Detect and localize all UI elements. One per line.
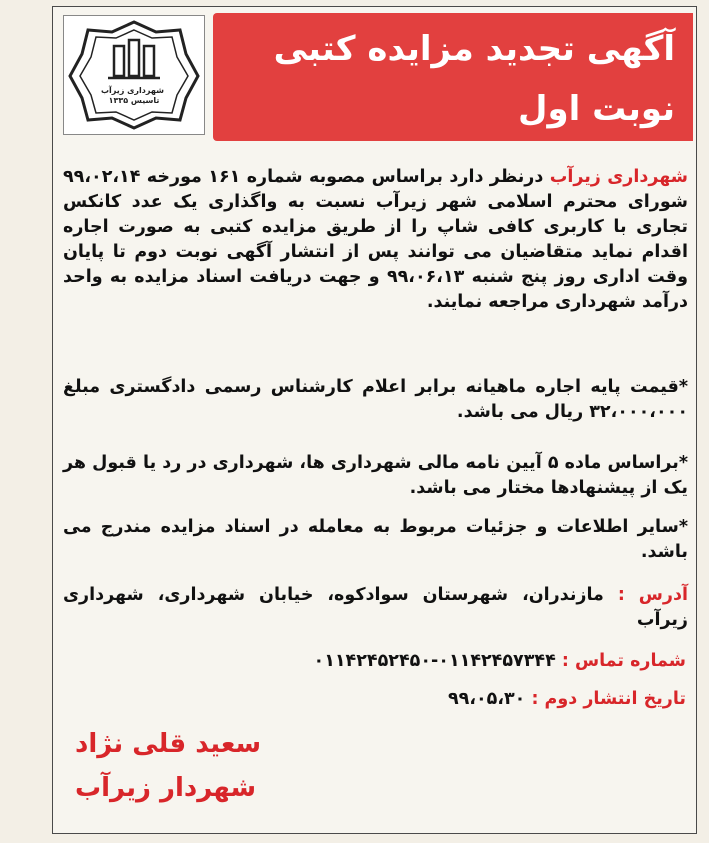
notice-sheet xyxy=(52,6,697,834)
logo-text-founded: تاسیس ۱۳۳۵ xyxy=(108,96,160,105)
intro-text: درنظر دارد براساس مصوبه شماره ۱۶۱ مورخه ۹۹،۰۲،۱۴ شورای محترم اسلامی شهر زیرآب نسبت به واگذاری یک عدد کانکس تجاری با کاربری کافی شاپ را از طریق مزایده کتبی به صورت اجاره اقدام نماید متقاضیان می توانند پس از انتشار آگهی نوبت دوم تا پایان وقت اداری روز پنج شنبه ۹۹،۰۶،۱۳ و جهت دریافت اسناد مزایده به واحد درآمد شهرداری مراجعه نمایند. xyxy=(63,167,689,312)
signatory-title: شهردار زیرآب xyxy=(75,773,257,803)
intro-paragraph xyxy=(63,165,688,315)
publish-date-label: تاریخ انتشار دوم : xyxy=(531,689,686,709)
address-paragraph xyxy=(63,583,688,633)
logo-text-name: شهرداری زیرآب xyxy=(100,86,164,95)
publish-date-value: ۹۹،۰۵،۳۰ xyxy=(447,689,532,709)
municipality-logo xyxy=(63,15,205,135)
phone-value: ۰۱۱۴۲۴۵۷۳۴۴-۰۱۱۴۲۴۵۲۴۵۰ xyxy=(313,651,562,671)
publish-date-row xyxy=(448,689,686,709)
phone-label: شماره تماس : xyxy=(561,651,686,671)
phone-row xyxy=(314,651,686,671)
notice-title: آگهی تجدید مزایده کتبی xyxy=(273,29,675,69)
details-paragraph: *سایر اطلاعات و جزئیات مربوط به معامله در اسناد مزایده مندرج می باشد. xyxy=(63,517,688,562)
signatory-name: سعید قلی نژاد xyxy=(75,729,262,759)
address-label: آدرس : xyxy=(617,585,688,605)
logo-emblem-icon xyxy=(64,16,204,134)
regulation-paragraph: *براساس ماده ۵ آیین نامه مالی شهرداری ها، شهرداری در رد یا قبول هر یک از پیشنهادها مختار می باشد. xyxy=(63,453,688,498)
title-banner xyxy=(213,13,693,141)
base-price-paragraph: *قیمت پایه اجاره ماهیانه برابر اعلام کارشناس رسمی دادگستری مبلغ ۳۲،۰۰۰،۰۰۰ ریال می باشد. xyxy=(63,377,688,422)
municipality-name: شهرداری زیرآب xyxy=(549,167,688,187)
notice-round: نوبت اول xyxy=(518,89,675,129)
address-text: مازندران، شهرستان سوادکوه، خیابان شهرداری، شهرداری زیرآب xyxy=(63,585,688,630)
